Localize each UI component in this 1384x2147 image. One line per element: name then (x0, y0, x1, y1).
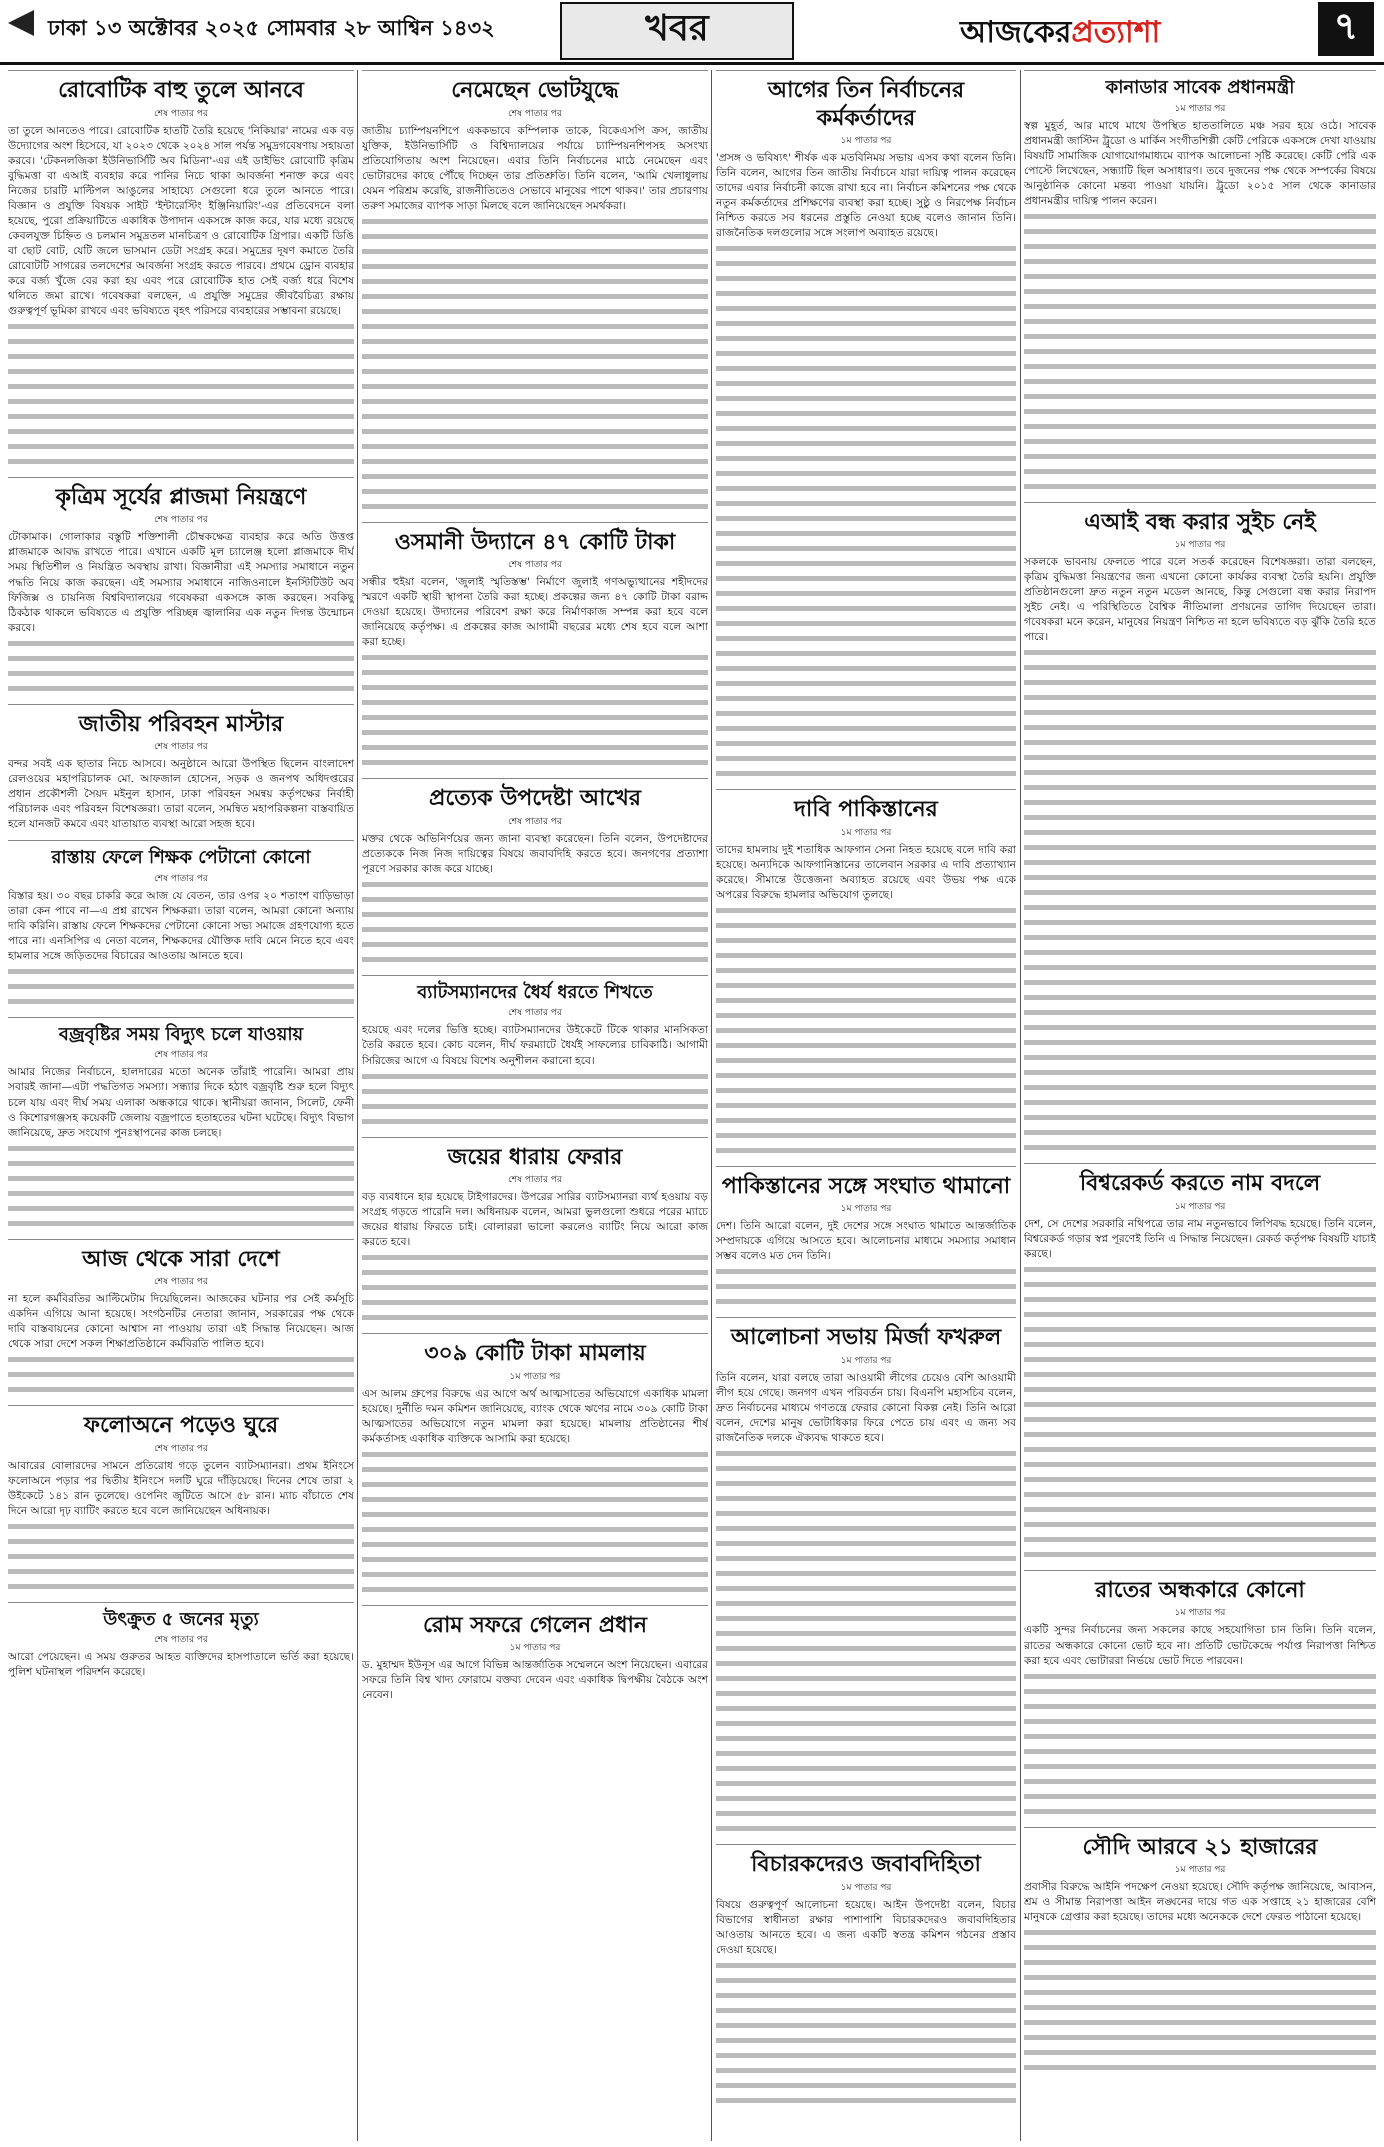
article (362, 522, 708, 771)
continued-label: ১ম পাতার পর (1174, 1201, 1226, 1212)
logo-left: আজকের (960, 15, 1072, 50)
article-headline: ব্যাটসম্যানদের ধৈর্য ধরতে শিখতে (417, 981, 653, 1003)
article-headline: বিচারকদেরও জবাবদিহিতা (751, 1852, 981, 1878)
text-lines (362, 650, 708, 770)
text-lines (8, 1352, 354, 1397)
continued-label: ১ম পাতার পর (509, 1643, 561, 1654)
continued-label: ১ম পাতার পর (840, 827, 892, 838)
article-headline: জাতীয় পরিবহন মাস্টার (78, 711, 284, 737)
article-body: একটি সুন্দর নির্বাচনের জন্য সকলের কাছে সহযোগিতা চান তিনি। তিনি বলেন, রাতের অন্ধকারে কোনো ভোট হবে না। প্রতিটি ভোটকেন্দ্রে পর্যাপ্ত নিরাপত্তা নিশ্চিত করা হবে এবং ভোটাররা নির্ভয়ে ভোট দিতে পারবেন। (1024, 1624, 1376, 1667)
article (1024, 1163, 1376, 1562)
continued-label: শেষ পাতার পর (508, 560, 562, 571)
article-body: এস আলম গ্রুপের বিরুদ্ধে এর আগে অর্থ আত্মসাতের অভিযোগে একাধিক মামলা হয়েছে। দুর্নীতি দমন কমিশন জানিয়েছে, ব্যাংক থেকে ঋণের নামে ৩০৯ কোটি টাকা আত্মসাতের অভিযোগে নতুন মামলা করা হয়েছে। মামলায় প্রতিষ্ঠানের শীর্ষ কর্মকর্তাসহ একাধিক ব্যক্তিকে আসামি করা হয়েছে। (362, 1387, 708, 1445)
article-body: আরো পেয়েছেন। এ সময় গুরুতর আহত ব্যক্তিদের হাসপাতালে ভর্তি করা হয়েছে। পুলিশ ঘটনাস্থল পরিদর্শন করেছে। (8, 1651, 354, 1679)
text-lines (362, 1250, 708, 1325)
section-title: খবর (560, 2, 794, 60)
text-lines (716, 1958, 1016, 2108)
text-lines (8, 636, 354, 696)
masthead (0, 0, 1384, 65)
article (716, 1317, 1016, 1836)
article-headline: ফলোঅনে পড়েও ঘুরে (83, 1413, 279, 1439)
article (362, 1333, 708, 1597)
text-lines (716, 1446, 1016, 1836)
date-line: ঢাকা ১৩ অক্টোবর ২০২৫ সোমবার ২৮ আশ্বিন ১৪৩২ (48, 16, 495, 40)
article (362, 778, 708, 967)
article-headline: দাবি পাকিস্তানের (794, 797, 938, 823)
text-lines (8, 1519, 354, 1594)
article (8, 477, 354, 696)
article-headline: নেমেছেন ভোটযুদ্ধে (451, 78, 619, 103)
article-headline: রাতের অন্ধকারে কোনো (1095, 1577, 1305, 1603)
article-body: বড় ব্যবধানে হার হয়েছে টাইগারদের। উপরের সারির ব্যাটসম্যানরা ব্যর্থ হওয়ায় বড় সংগ্রহ গড়তে পারেনি দল। অধিনায়ক বলেন, আমরা ভুলগুলো শুধরে পরের ম্যাচে জয়ের ধারায় ফিরতে চাই। বোলাররা ভালো করলেও ব্যাটিং নিয়ে আরো কাজ করতে হবে। (362, 1191, 708, 1249)
article-headline: বিশ্বরেকর্ড করতে নাম বদলে (1079, 1171, 1321, 1197)
column-divider (1020, 70, 1021, 2141)
continued-label: শেষ পাতার পর (154, 1443, 208, 1454)
continued-label: ১ম পাতার পর (509, 1371, 561, 1382)
text-lines (1024, 209, 1376, 494)
text-lines (362, 1447, 708, 1597)
article-headline: আজ থেকে সারা দেশে (82, 1246, 280, 1272)
text-lines (362, 1069, 708, 1129)
column-1 (8, 70, 354, 2141)
continued-label: শেষ পাতার পর (154, 742, 208, 753)
text-lines (8, 319, 354, 469)
article (8, 70, 354, 469)
article-headline: রোম সফরে গেলেন প্রধান (422, 1612, 648, 1638)
article (8, 1239, 354, 1398)
article-headline: পাকিস্তানের সঙ্গে সংঘাত থামানো (721, 1173, 1011, 1199)
page-number: ৭ (1318, 2, 1374, 56)
column-divider (357, 70, 358, 2141)
article-body: জাতীয় চ্যাম্পিয়নশিপে এককভাবে কম্পিলাক তাকে, বিকেএসপি ক্রস, জাতীয় যুক্তিক, ইউনিভার্সিটি ও বিশ্বিদ্যালয়ের পর্যায়ে চ্যাম্পিয়নশিপসহ অসংখ্য প্রতিযোগিতায় অংশ নিয়েছেন। এবার তিনি নির্বাচনের মাঠে নেমেছেন এবং ভোটারদের কাছে পৌঁছে দিচ্ছেন তার প্রতিশ্রুতি। তিনি বলেন, 'আমি খেলাধুলায় যেমন পরিশ্রম করেছি, রাজনীতিতেও সেভাবে মানুষের পাশে থাকব।' তার প্রচারণায় তরুণ সমাজের ব্যাপক সাড়া মিলছে বলে জানিয়েছেন সমর্থকরা। (362, 124, 708, 212)
column-2 (362, 70, 708, 2141)
continued-label: শেষ পাতার পর (154, 873, 208, 884)
continued-label: ১ম পাতার পর (1174, 1608, 1226, 1619)
article-body: প্রবাসীর বিরুদ্ধে আইনি পদক্ষেপ নেওয়া হয়েছে। সৌদি কর্তৃপক্ষ জানিয়েছে, আবাসন, শ্রম ও সীমান্ত নিরাপত্তা আইন লঙ্ঘনের দায়ে গত এক সপ্তাহে ২১ হাজারের বেশি মানুষকে গ্রেপ্তার করা হয়েছে। তাদের মধ্যে অনেককে দেশে ফেরত পাঠানো হয়েছে। (1024, 1881, 1376, 1924)
continued-label: শেষ পাতার পর (154, 108, 208, 119)
continued-label: ১ম পাতার পর (1174, 1865, 1226, 1876)
article-headline: এআই বন্ধ করার সুইচ নেই (1084, 509, 1316, 535)
continued-label: ১ম পাতার পর (840, 136, 892, 146)
article-body: তা তুলে আনতেও পারে। রোবোটিক হাতটি তৈরি হয়েছে 'নিকিয়ার' নামের এক বড় উদ্যোগের অংশ হিসেবে, যা ২০২৩ থেকে ২০২৪ সাল পর্যন্ত সমুদ্রগবেষণায় সহায়তা করবে। 'টেকনলজিকা ইউনিভার্সিটি অব মিডিনা'-এর এই ডাইভিং রোবোটি কৃত্রিম বুদ্ধিমত্তা বা এআই ব্যবহার করে পানির নিচে থাকা আবর্জনা শনাক্ত করে এবং নিজের চারটি মাল্টিপল আঙুলের সাহায্যে সেগুলো ধরে তুলে আনতে পারে। বিজ্ঞান ও প্রযুক্তি বিষয়ক সাইট 'ইন্টারেস্টিং ইঞ্জিনিয়ারিং'-এর প্রতিবেদনে বলা হয়েছে, পুরো প্রক্রিয়াটিতে একাধিক উপাদান একসঙ্গে কাজ করে, যার মধ্যে রয়েছে কেবলযুক্ত চিহ্নিত ও চলমান সমুদ্রতল মানচিত্রণ ও রোবোটিক গ্রিপার। একটি ডিঙি বা ছোট বোট, যেটি জলে ভাসমান ডেটা সংগ্রহ করে। সমুদ্রের দূষণ কমাতে তৈরি রোবোটটি সাগরের তলদেশের আবর্জনা সংগ্রহ করতে পারবে। প্রথমে ড্রোন ব্যবহার করে বর্জ্য খুঁজে বের করা হয় এবং পরে রোবোটিক হাত সেই বর্জ্য ধরে বিশেষ থলিতে জমা রাখে। গবেষকরা বলছেন, এ প্রযুক্তি সমুদ্রের জীববৈচিত্র্য রক্ষায় গুরুত্বপূর্ণ ভূমিকা রাখবে এবং ভবিষ্যতে বৃহৎ পরিসরে ব্যবহারের সম্ভাবনা রয়েছে। (8, 124, 354, 317)
article (362, 70, 708, 514)
text-lines (1024, 1262, 1376, 1562)
newspaper-logo (960, 8, 1160, 59)
article (8, 840, 354, 1009)
article-headline: সৌদি আরবে ২১ হাজারের (1082, 1834, 1318, 1860)
article (362, 1605, 708, 1704)
logo-right: প্রত্যাশা (1071, 15, 1161, 50)
article (362, 975, 708, 1129)
article-body: 'প্রসঙ্গ ও ভবিষ্যৎ' শীর্ষক এক মতবিনিময় সভায় এসব কথা বলেন তিনি। তিনি বলেন, আগের তিন জাতীয় নির্বাচনে যারা দায়িত্ব পালন করেছেন তাদের এবার নির্বাচনী কাজে রাখা হবে না। নির্বাচন কমিশনের পক্ষ থেকে নতুন কর্মকর্তাদের প্রশিক্ষণের ব্যবস্থা করা হচ্ছে। সুষ্ঠু ও নিরপেক্ষ নির্বাচন নিশ্চিত করতে সব ধরনের প্রস্তুতি নেওয়া হচ্ছে বলেও জানান তিনি। রাজনৈতিক দলগুলোর সঙ্গে সংলাপ অব্যাহত রয়েছে। (716, 152, 1016, 240)
article-body: সন্ধীর হুইয়া বলেন, 'জুলাই স্মৃতিস্তম্ভ' নির্মাণে জুলাই গণঅভ্যুত্থানের শহীদদের স্মরণে একটি স্থায়ী স্থাপনা তৈরি করা হচ্ছে। প্রকল্পের জন্য ৪৭ কোটি টাকা বরাদ্দ দেওয়া হয়েছে। উদ্যানের পরিবেশ রক্ষা করে নির্মাণকাজ সম্পন্ন করা হবে বলে জানিয়েছে কর্তৃপক্ষ। এ প্রকল্পের কাজ আগামী বছরের মধ্যে শেষ হবে বলে আশা করা হচ্ছে। (362, 576, 708, 649)
continued-label: শেষ পাতার পর (508, 816, 562, 827)
text-lines (1024, 1925, 1376, 2075)
article (8, 1602, 354, 1681)
article-headline: বজ্রবৃষ্টির সময় বিদ্যুৎ চলে যাওয়ায় (58, 1023, 304, 1045)
article-body: বিস্তার হয়। ৩০ বছর চাকরি করে আজ যে বেতন, তার ওপর ২০ শতাংশ বাড়িভাড়া তারা কেন পাবে না—এ প্রশ্ন রাখেন শিক্ষকরা। তারা বলেন, আমরা কোনো অন্যায় দাবি করিনি। রাস্তায় ফেলে শিক্ষকদের পেটানো কোনো সভ্য সমাজে গ্রহণযোগ্য হতে পারে না। এনসিপির এ নেতা বলেন, শিক্ষকদের যৌক্তিক দাবি মেনে নিতে হবে এবং হামলার সঙ্গে জড়িতদের বিচারের আওতায় আনতে হবে। (8, 889, 354, 962)
article-body: স্বল্প মুহূর্ত, আর মাথে মাথে উপস্থিত হাততালিতে মঞ্চ সরব হয়ে ওঠে। সাবেক প্রধানমন্ত্রী জাস্টিন ট্রুডো ও মার্কিন সংগীতশিল্পী কেটি পেরিকে একসঙ্গে দেখা যাওয়ায় বিষয়টি সামাজিক যোগাযোগমাধ্যমে ব্যাপক আলোচনা সৃষ্টি করেছে। কেটি পেরি এক পোস্টে লিখেছেন, সন্ধ্যাটি ছিল অসাধারণ। তবে দুজনের পক্ষ থেকে সম্পর্কের বিষয়ে আনুষ্ঠানিক কোনো মন্তব্য পাওয়া যায়নি। ট্রুডো ২০১৫ সাল থেকে কানাডার প্রধানমন্ত্রীর দায়িত্ব পালন করেন। (1024, 119, 1376, 207)
continued-label: ১ম পাতার পর (840, 1882, 892, 1893)
article-body: তিনি বলেন, যারা বলছে তারা আওয়ামী লীগের চেয়েও বেশি আওয়ামী লীগ হয়ে গেছে। জনগণ এখন পরিবর্তন চায়। বিএনপি মহাসচিব বলেন, দ্রুত নির্বাচনের মাধ্যমে গণতন্ত্রে ফেরার কোনো বিকল্প নেই। তিনি আরো বলেন, দেশের মানুষ ভোটাধিকার ফিরে পেতে চায় এবং এ জন্য সব রাজনৈতিক দলকে ঐক্যবদ্ধ থাকতে হবে। (716, 1371, 1016, 1445)
article (716, 70, 1016, 781)
continued-label: ১ম পাতার পর (840, 1355, 892, 1366)
continued-label: ১ম পাতার পর (1174, 103, 1226, 114)
article-body: আবারের বোলারদের সামনে প্রতিরোধ গড়ে তুলেন ব্যাটসম্যানরা। প্রথম ইনিংসে ফলোঅনে পড়ার পর দ্বিতীয় ইনিংসে দলটি ঘুরে দাঁড়িয়েছে। দিনের শেষে তারা ২ উইকেটে ১৪১ রান তুলেছে। ওপেনিং জুটিতে আসে ৫৮ রান। ম্যাচ বাঁচাতে শেষ দিনে আরো দৃঢ় ব্যাটিং করতে হবে বলে জানিয়েছেন অধিনায়ক। (8, 1459, 354, 1517)
article (1024, 70, 1376, 494)
continued-label: শেষ পাতার পর (154, 1635, 208, 1646)
continued-label: শেষ পাতার পর (154, 515, 208, 526)
text-lines (8, 964, 354, 1009)
continued-label: শেষ পাতার পর (508, 108, 562, 119)
column-divider (711, 70, 712, 2141)
column-4 (1024, 70, 1376, 2141)
article (8, 1405, 354, 1594)
text-lines (8, 1141, 354, 1231)
article-body: আমার নিজের নির্বাচনে, হালদারের মতো অনেক তাঁরাই পারেনি। আমরা প্রায় সবারই জানা—এটা পদ্ধতিগত সমস্যা। সন্ধ্যার দিকে হঠাৎ বজ্রবৃষ্টি শুরু হলে বিদ্যুৎ চলে যায় এবং দীর্ঘ সময় এলাকা অন্ধকারে থাকে। স্থানীয়রা জানান, সিলেট, ফেনী ও কিশোরগঞ্জসহ কয়েকটি জেলায় বজ্রপাতে হতাহতের ঘটনা ঘটেছে। বিদ্যুৎ বিভাগ জানিয়েছে, দ্রুত সংযোগ পুনঃস্থাপনের কাজ চলছে। (8, 1066, 354, 1139)
continued-label: ১ম পাতার পর (1174, 540, 1226, 551)
text-lines (716, 241, 1016, 781)
article (716, 1844, 1016, 2108)
article (1024, 1827, 1376, 2076)
text-lines (1024, 645, 1376, 1155)
article-body: দেশ। তিনি আরো বলেন, দুই দেশের সঙ্গে সংঘাত থামাতে আন্তর্জাতিক সম্প্রদায়কে এগিয়ে আসতে হবে। আলোচনার মাধ্যমে সমস্যার সমাধান সম্ভব বলেও মত দেন তিনি। (716, 1220, 1016, 1263)
article (8, 1017, 354, 1231)
article-body: সকলকে ভাবনায় ফেলতে পারে বলে সতর্ক করেছেন বিশেষজ্ঞরা। তারা বলছেন, কৃত্রিম বুদ্ধিমত্তা নিয়ন্ত্রণের জন্য এখনো কোনো কার্যকর ব্যবস্থা তৈরি হয়নি। প্রযুক্তি প্রতিষ্ঠানগুলো দ্রুত নতুন নতুন মডেল আনছে, কিন্তু সেগুলো বন্ধ করার নিরাপদ সুইচ নেই। এ পরিস্থিতিতে বৈশ্বিক নীতিমালা প্রণয়নের তাগিদ দিয়েছেন তারা। গবেষকরা মনে করেন, মানুষের নিয়ন্ত্রণ নিশ্চিত না হলে ভবিষ্যতে বড় ঝুঁকি তৈরি হতে পারে। (1024, 556, 1376, 644)
article-headline: জয়ের ধারায় ফেরার (447, 1144, 623, 1170)
article (716, 789, 1016, 1158)
article (716, 1166, 1016, 1310)
text-lines (716, 903, 1016, 1158)
article-headline: কৃত্রিম সূর্যের প্লাজমা নিয়ন্ত্রণে (55, 484, 307, 510)
left-arrow-icon (8, 10, 34, 36)
article (1024, 502, 1376, 1156)
article-body: তাদের হামলায় দুই শতাধিক আফগান সেনা নিহত হয়েছে বলে দাবি করা হয়েছে। অন্যদিকে আফগানিস্তানের তালেবান সরকার এ দাবি প্রত্যাখ্যান করেছে। সীমান্তে উত্তেজনা অব্যাহত রয়েছে এবং উভয় পক্ষ একে অপরের বিরুদ্ধে হামলার অভিযোগ তুলছে। (716, 843, 1016, 901)
article-body: ড. মুহাম্মদ ইউনূস এর আগে বিভিন্ন আন্তর্জাতিক সম্মেলনে অংশ নিয়েছেন। এবারের সফরে তিনি বিশ্ব খাদ্য ফোরামে বক্তব্য দেবেন এবং একাধিক দ্বিপক্ষীয় বৈঠকে অংশ নেবেন। (362, 1659, 708, 1702)
article-body: হয়েছে এবং দলের ভিত্তি হচ্ছে। ব্যাটসম্যানদের উইকেটে টিকে থাকার মানসিকতা তৈরি করতে হবে। কোচ বলেন, দীর্ঘ ফরম্যাটে ধৈর্যই সাফল্যের চাবিকাঠি। আগামী সিরিজের আগে এ বিষয়ে বিশেষ অনুশীলন করানো হবে। (362, 1024, 708, 1067)
continued-label: শেষ পাতার পর (154, 1277, 208, 1288)
continued-label: শেষ পাতার পর (508, 1008, 562, 1019)
article-headline: রোবোটিক বাহু তুলে আনবে (58, 78, 304, 103)
article-headline: ৩০৯ কোটি টাকা মামলায় (424, 1341, 646, 1367)
article-headline: আগের তিন নির্বাচনের কর্মকর্তাদের (767, 78, 965, 131)
text-lines (362, 214, 708, 514)
article-headline: উৎক্রুত ৫ জনের মৃত্যু (103, 1608, 259, 1630)
article-body: টোকামাক। গোলাকার বস্তুটি শক্তিশালী চৌম্বকক্ষেত্র ব্যবহার করে অতি উত্তপ্ত প্লাজমাকে আবদ্ধ রাখতে পারে। এখানে একটি মূল চ্যালেঞ্জ হলো প্লাজমাকে দীর্ঘ সময় স্থিতিশীল ও নিয়ন্ত্রিত অবস্থায় রাখা। বিজ্ঞানীরা এই সমস্যার সমাধানে নতুন পদ্ধতি নিয়ে কাজ করছেন। এই সমস্যার সমাধানে নাজিওনালে ইনস্টিটিউট অব ফিজিক্স ও চায়নিজ বিশ্ববিদ্যালয়ের গবেষকরা একসঙ্গে কাজ করছেন। সবকিছু ঠিকঠাক থাকলে ভবিষ্যতে এ প্রযুক্তি পরিচ্ছন্ন জ্বালানির এক নতুন দিগন্ত উন্মোচন করবে। (8, 531, 354, 634)
article-headline: আলোচনা সভায় মির্জা ফখরুল (730, 1325, 1002, 1351)
article-headline: রাস্তায় ফেলে শিক্ষক পেটানো কোনো (51, 847, 311, 869)
article-body: বন্দর সবই এক ছাতার নিচে আসবে। অনুষ্ঠানে আরো উপস্থিত ছিলেন বাংলাদেশ রেলওয়ের মহাপরিচালক মো. আফজাল হোসেন, সড়ক ও জনপথ অধিদপ্তরের প্রধান প্রকৌশলী সৈয়দ মইনুল হাসান, ঢাকা পরিবহন সমন্বয় কর্তৃপক্ষের নির্বাহী পরিচালক এবং পরিবহন বিশেষজ্ঞরা। তারা বলেন, সমন্বিত মহাপরিকল্পনা বাস্তবায়িত হলে যানজট কমবে এবং যাতায়াত ব্যবস্থা আরো সহজ হবে। (8, 758, 354, 831)
continued-label: শেষ পাতার পর (154, 1050, 208, 1061)
text-lines (716, 1264, 1016, 1309)
article (1024, 1570, 1376, 1819)
article-headline: ওসমানী উদ্যানে ৪৭ কোটি টাকা (394, 529, 676, 555)
article-body: মক্তর থেকে অভিনির্ণয়ের জন্য জানা ব্যবস্থা করেছেন। তিনি বলেন, উপদেষ্টাদের প্রত্যেককে নিজ নিজ দায়িত্বের বিষয়ে জবাবদিহি করতে হবে। জনগণের প্রত্যাশা পূরণে সরকার কাজ করে যাচ্ছে। (362, 832, 708, 875)
article (8, 704, 354, 833)
article-headline: প্রত্যেক উপদেষ্টা আখের (429, 786, 641, 812)
text-lines (1024, 1669, 1376, 1819)
continued-label: শেষ পাতার পর (508, 1175, 562, 1186)
article (362, 1137, 708, 1326)
text-lines (362, 877, 708, 967)
column-3 (716, 70, 1016, 2141)
continued-label: ১ম পাতার পর (840, 1204, 892, 1215)
article-body: না হলে কর্মবিরতির আল্টিমেটাম দিয়েছিলেন। আজকের ঘটনার পর সেই কর্মসূচি একদিন এগিয়ে আনা হয়েছে। সংগঠনটির নেতারা জানান, সরকারের পক্ষ থেকে দাবি বাস্তবায়নের কোনো আশ্বাস না পাওয়ায় তারা এই সিদ্ধান্ত নিয়েছেন। আজ থেকে সারা দেশে সকল শিক্ষাপ্রতিষ্ঠানে কর্মবিরতি পালিত হবে। (8, 1293, 354, 1351)
article-headline: কানাডার সাবেক প্রধানমন্ত্রী (1105, 77, 1295, 98)
article-body: বিষয়ে গুরুত্বপূর্ণ আলোচনা হয়েছে। আইন উপদেষ্টা বলেন, বিচার বিভাগের স্বাধীনতা রক্ষার পাশাপাশি বিচারকদেরও জবাবদিহিতার আওতায় আনতে হবে। এ জন্য একটি স্বতন্ত্র কমিশন গঠনের প্রস্তাব দেওয়া হয়েছে। (716, 1898, 1016, 1956)
article-body: দেশ, সে দেশের সরকারি নথিপত্রে তার নাম নতুনভাবে লিপিবদ্ধ হয়েছে। তিনি বলেন, বিশ্বরেকর্ড গড়ার স্বপ্ন পূরণেই তিনি এ সিদ্ধান্ত নিয়েছেন। রেকর্ড কর্তৃপক্ষ বিষয়টি যাচাই করছে। (1024, 1217, 1376, 1260)
